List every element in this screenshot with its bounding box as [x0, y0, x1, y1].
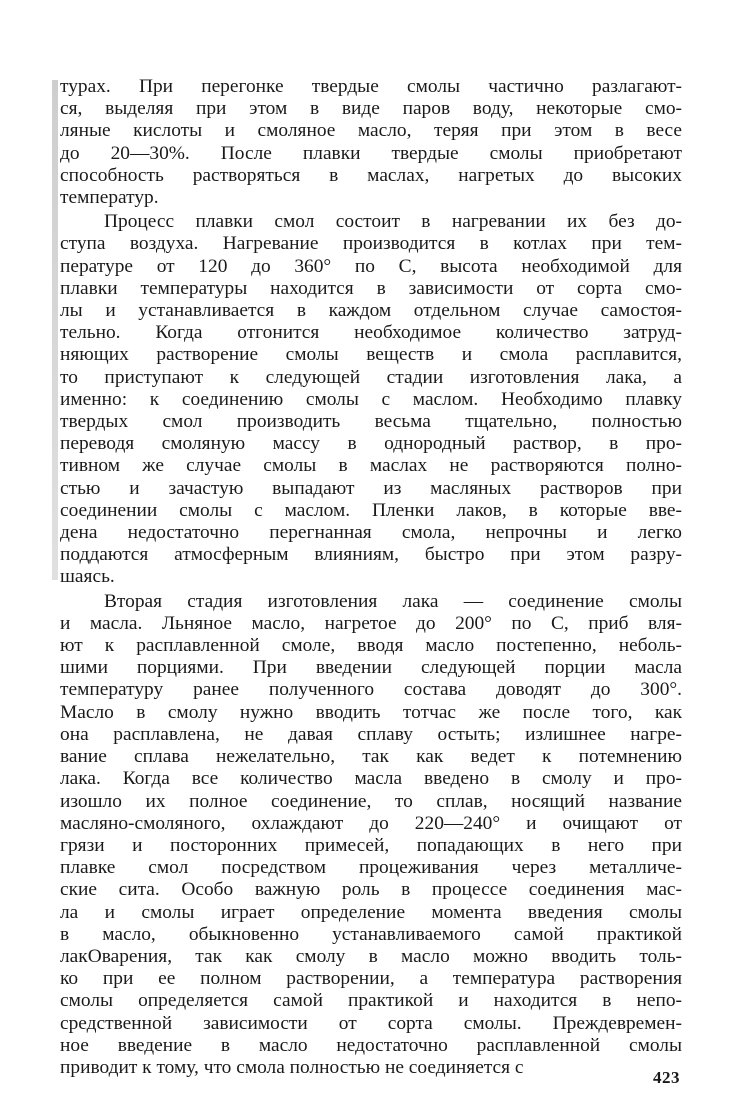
- text-line: лакОварения, так как смолу в масло можно вводить толь-: [60, 945, 682, 967]
- text-line: лака. Когда все количество масла введено в смолу и про-: [60, 768, 682, 790]
- text-line: лы и устанавливается в каждом отдельном случае самостоя-: [60, 300, 682, 322]
- text-line: температур.: [60, 187, 159, 209]
- text-line: тельно. Когда отгонится необходимое количество затруд-: [60, 322, 682, 344]
- text-line: в масло, обыкновенно устанавливаемого самой практикой: [60, 923, 682, 945]
- text-line: поддаются атмосферным влияниям, быстро при этом разру-: [60, 544, 682, 566]
- text-line: изошло их полное соединение, то сплав, носящий название: [60, 790, 682, 812]
- text-line: турах. При перегонке твердые смолы частично разлагают-: [60, 76, 682, 97]
- paragraph-1: [60, 76, 682, 209]
- text-line: пературе от 120 до 360° по С, высота необходимой для: [60, 255, 682, 277]
- text-line: ют к расплавленной смоле, вводя масло постепенно, неболь-: [60, 635, 682, 657]
- paragraph-2: [60, 211, 682, 588]
- paragraph-3: [60, 591, 682, 1079]
- text-line: ко при ее полном растворении, а температура растворения: [60, 968, 682, 990]
- text-line: шаясь.: [60, 566, 115, 588]
- text-line: вание сплава нежелательно, так как ведет к потемнению: [60, 746, 682, 768]
- text-line: дена недостаточно перегнанная смола, непрочны и легко: [60, 522, 682, 544]
- binding-gutter-shadow: [52, 80, 58, 580]
- text-line: грязи и посторонних примесей, попадающих в него при: [60, 834, 682, 856]
- text-line: ся, выделяя при этом в виде паров воду, некоторые смо-: [60, 98, 682, 120]
- text-line: няющих растворение смолы веществ и смола расплавится,: [60, 344, 682, 366]
- text-line: средственной зависимости от сорта смолы. Преждевремен-: [60, 1012, 682, 1034]
- text-line: переводя смоляную массу в однородный раствор, в про-: [60, 433, 682, 455]
- text-line: температуру ранее полученного состава доводят до 300°.: [60, 679, 682, 701]
- text-line: Масло в смолу нужно вводить тотчас же после того, как: [60, 701, 682, 723]
- text-line: ляные кислоты и смоляное масло, теряя при этом в весе: [60, 120, 682, 142]
- text-line: до 20—30%. После плавки твердые смолы приобретают: [60, 142, 682, 164]
- text-line: шими порциями. При введении следующей порции масла: [60, 657, 682, 679]
- text-line: то приступают к следующей стадии изготовления лака, а: [60, 366, 682, 388]
- text-line: приводит к тому, что смола полностью не соединяется с: [60, 1056, 524, 1078]
- text-line: и масла. Льняное масло, нагретое до 200° по С, приб вля-: [60, 612, 682, 634]
- text-line: твердых смол производить весьма тщательно, полностью: [60, 411, 682, 433]
- text-line: ла и смолы играет определение момента введения смолы: [60, 901, 682, 923]
- text-line: Вторая стадия изготовления лака — соединение смолы: [104, 590, 682, 612]
- text-line: соединении смолы с маслом. Пленки лаков, в которые вве-: [60, 499, 682, 521]
- text-line: стью и зачастую выпадают из масляных растворов при: [60, 477, 682, 499]
- text-line: Процесс плавки смол состоит в нагревании их без до-: [104, 211, 682, 233]
- text-line: тивном же случае смолы в маслах не растворяются полно-: [60, 455, 682, 477]
- text-line: смолы определяется самой практикой и находится в непо-: [60, 990, 682, 1012]
- text-line: именно: к соединению смолы с маслом. Необходимо плавку: [60, 388, 682, 410]
- book-page: [60, 76, 682, 1079]
- text-line: масляно-смоляного, охлаждают до 220—240° и очищают от: [60, 812, 682, 834]
- text-line: ские сита. Особо важную роль в процессе соединения мас-: [60, 879, 682, 901]
- text-line: плавки температуры находится в зависимости от сорта смо-: [60, 277, 682, 299]
- text-line: она расплавлена, не давая сплаву остыть; излишнее нагре-: [60, 723, 682, 745]
- page-number: 423: [653, 1068, 680, 1087]
- text-line: способность растворяться в маслах, нагретых до высоких: [60, 164, 682, 186]
- text-line: ное введение в масло недостаточно расплавленной смолы: [60, 1034, 682, 1056]
- text-line: плавке смол посредством процеживания через металличе-: [60, 857, 682, 879]
- text-line: ступа воздуха. Нагревание производится в котлах при тем-: [60, 233, 682, 255]
